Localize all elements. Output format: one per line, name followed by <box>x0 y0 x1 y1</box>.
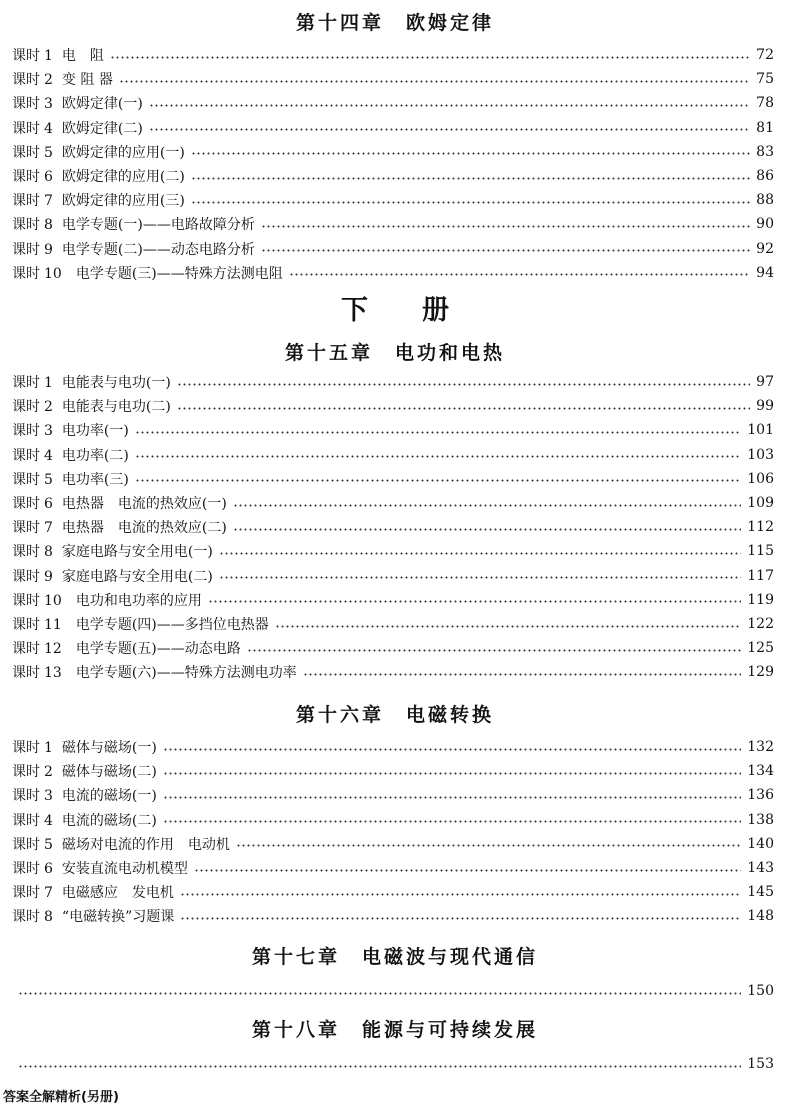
toc-entry[interactable] <box>12 515 774 539</box>
dot-leader <box>119 80 750 83</box>
dot-leader <box>135 479 741 482</box>
lesson-word: 课时 <box>12 909 40 926</box>
lesson-number: 4 <box>44 812 53 829</box>
dot-leader <box>149 128 750 131</box>
toc-entry[interactable] <box>12 164 774 188</box>
lesson-word: 课时 <box>12 861 40 877</box>
lesson-word: 课时 <box>12 885 40 902</box>
lesson-word: 课时 <box>12 788 40 805</box>
lesson-title: 电学专题(二)——动态电路分析 <box>61 241 255 258</box>
dot-leader <box>261 225 750 228</box>
lesson-word: 课时 <box>12 423 40 440</box>
dot-leader <box>236 844 741 847</box>
dot-leader <box>208 600 741 603</box>
lesson-number: 8 <box>44 217 53 234</box>
toc-entry[interactable] <box>12 91 774 115</box>
lesson-number: 2 <box>44 399 53 416</box>
lesson-number: 4 <box>44 120 53 137</box>
volume-heading: 下 册 <box>341 295 449 326</box>
lesson-title: 电流的磁场(二) <box>61 812 157 829</box>
chapter-17-entry[interactable] <box>18 979 774 1003</box>
lesson-word: 课时 <box>12 447 40 464</box>
lesson-word: 课时 <box>12 48 40 64</box>
lesson-title: 电学专题(三)——特殊方法测电阻 <box>75 265 283 282</box>
lesson-title: 电功率(三) <box>61 471 129 488</box>
lesson-label <box>12 517 53 537</box>
dot-leader <box>163 772 741 775</box>
page-number: 134 <box>747 763 774 780</box>
page-number: 72 <box>756 47 774 63</box>
toc-entry[interactable] <box>12 735 774 759</box>
lesson-word: 课时 <box>12 617 40 633</box>
lesson-word: 课时 <box>12 641 40 658</box>
toc-entry[interactable] <box>12 261 774 285</box>
lesson-word: 课时 <box>12 812 40 829</box>
lesson-word: 课时 <box>12 764 40 781</box>
page-number: 83 <box>756 143 774 160</box>
dot-leader <box>177 407 750 410</box>
page-number: 136 <box>747 787 774 804</box>
lesson-title: 电学专题(一)——电路故障分析 <box>61 217 255 234</box>
lesson-number: 3 <box>44 788 53 805</box>
toc-entry[interactable] <box>12 588 774 612</box>
dot-leader <box>219 576 741 579</box>
page-number: 75 <box>756 71 774 88</box>
lesson-label <box>12 372 53 392</box>
lesson-label <box>12 469 53 489</box>
lesson-label <box>12 239 53 259</box>
page-number: 101 <box>747 422 774 439</box>
lesson-title: 电 阻 <box>61 48 104 64</box>
lesson-title: 电能表与电功(一) <box>61 375 171 391</box>
lesson-word: 课时 <box>12 740 40 756</box>
dot-leader <box>180 917 741 920</box>
lesson-number: 9 <box>44 568 53 585</box>
dot-leader <box>149 104 750 107</box>
page-number: 109 <box>747 495 774 511</box>
dot-leader <box>247 649 742 652</box>
lesson-label <box>12 737 53 757</box>
lesson-label <box>12 420 53 440</box>
lesson-label <box>12 858 53 878</box>
dot-leader <box>261 249 750 252</box>
lesson-label <box>12 166 53 186</box>
toc-entry[interactable] <box>12 237 774 261</box>
toc-entry[interactable] <box>12 636 774 660</box>
lesson-label <box>12 785 53 805</box>
dot-leader <box>233 504 741 507</box>
toc-entry[interactable] <box>12 467 774 491</box>
page-number: 125 <box>747 640 774 657</box>
lesson-number: 3 <box>44 96 53 113</box>
lesson-label <box>12 190 53 210</box>
toc-entry[interactable] <box>12 808 774 832</box>
lesson-word: 课时 <box>12 399 40 416</box>
lesson-word: 课时 <box>12 120 40 137</box>
page-number: 150 <box>747 983 774 999</box>
lesson-number: 10 <box>44 265 62 282</box>
toc-entry[interactable] <box>12 904 774 928</box>
lesson-title: 欧姆定律的应用(一) <box>61 144 185 161</box>
lesson-title: 磁体与磁场(二) <box>61 764 157 781</box>
lesson-number: 11 <box>44 617 62 633</box>
page-number: 119 <box>747 591 774 608</box>
page-number: 99 <box>756 398 774 415</box>
lesson-number: 6 <box>44 169 53 185</box>
lesson-title: 欧姆定律的应用(二) <box>61 169 185 185</box>
lesson-number: 1 <box>44 740 53 756</box>
page-number: 92 <box>756 240 774 257</box>
toc-entry[interactable] <box>12 612 774 636</box>
dot-leader <box>18 992 741 995</box>
lesson-title: 安装直流电动机模型 <box>61 861 188 877</box>
lesson-label <box>12 45 53 65</box>
lesson-number: 5 <box>44 144 53 161</box>
lesson-label <box>12 761 53 781</box>
lesson-number: 4 <box>44 447 53 464</box>
chapter-18-entry[interactable] <box>18 1052 774 1076</box>
lesson-number: 10 <box>44 592 62 609</box>
lesson-number: 6 <box>44 861 53 877</box>
dot-leader <box>135 431 741 434</box>
dot-leader <box>163 820 741 823</box>
lesson-number: 9 <box>44 241 53 258</box>
lesson-word: 课时 <box>12 836 40 853</box>
lesson-word: 课时 <box>12 72 40 89</box>
dot-leader <box>275 625 742 628</box>
lesson-label <box>12 614 62 634</box>
lesson-title: 变 阻 器 <box>61 72 113 89</box>
lesson-title: 电学专题(六)——特殊方法测电功率 <box>75 665 297 682</box>
page-number: 122 <box>747 616 774 632</box>
answer-booklet-note: 答案全解精析(另册) <box>3 1090 119 1105</box>
dot-leader <box>289 273 750 276</box>
page-number: 143 <box>747 860 774 876</box>
lesson-title: 欧姆定律的应用(三) <box>61 193 185 210</box>
lesson-title: 电磁感应 发电机 <box>61 885 174 902</box>
lesson-number: 7 <box>44 885 53 902</box>
lesson-label <box>12 834 53 854</box>
dot-leader <box>233 528 741 531</box>
lesson-word: 课时 <box>12 544 40 561</box>
lesson-title: 欧姆定律(一) <box>61 96 143 113</box>
lesson-number: 5 <box>44 836 53 853</box>
page-number: 97 <box>756 374 774 390</box>
toc-entry[interactable] <box>12 856 774 880</box>
page-number: 148 <box>747 908 774 925</box>
lesson-label <box>12 662 62 682</box>
lesson-number: 5 <box>44 471 53 488</box>
toc-entry[interactable] <box>12 783 774 807</box>
dot-leader <box>177 383 750 386</box>
chapter-15-heading: 第十五章 电功和电热 <box>284 342 505 364</box>
lesson-word: 课时 <box>12 169 40 185</box>
toc-entry[interactable] <box>12 539 774 563</box>
lesson-label <box>12 445 53 465</box>
dot-leader <box>194 869 741 872</box>
page-number: 106 <box>747 470 774 487</box>
toc-entry[interactable] <box>12 880 774 904</box>
toc-entry[interactable] <box>12 43 774 67</box>
page-number: 112 <box>747 519 774 536</box>
chapter-16-heading: 第十六章 电磁转换 <box>295 704 494 726</box>
lesson-label <box>12 566 53 586</box>
lesson-word: 课时 <box>12 375 40 391</box>
page-number: 153 <box>747 1056 774 1072</box>
lesson-title: 电流的磁场(一) <box>61 788 157 805</box>
lesson-label <box>12 214 53 234</box>
dot-leader <box>191 201 750 204</box>
dot-leader <box>163 748 741 751</box>
lesson-number: 2 <box>44 764 53 781</box>
lesson-number: 1 <box>44 48 53 64</box>
lesson-word: 课时 <box>12 592 40 609</box>
lesson-label <box>12 69 53 89</box>
toc-entry[interactable] <box>12 67 774 91</box>
lesson-word: 课时 <box>12 568 40 585</box>
toc-entry[interactable] <box>12 394 774 418</box>
lesson-label <box>12 638 62 658</box>
lesson-title: 电功率(二) <box>61 447 129 464</box>
toc-entry[interactable] <box>12 832 774 856</box>
page-number: 129 <box>747 664 774 681</box>
toc-entry[interactable] <box>12 660 774 684</box>
lesson-title: 磁体与磁场(一) <box>61 740 157 756</box>
page-number: 90 <box>756 216 774 233</box>
lesson-word: 课时 <box>12 144 40 161</box>
lesson-number: 7 <box>44 193 53 210</box>
lesson-title: 电能表与电功(二) <box>61 399 171 416</box>
dot-leader <box>219 552 741 555</box>
lesson-number: 6 <box>44 496 53 512</box>
lesson-word: 课时 <box>12 665 40 682</box>
page-number: 88 <box>756 192 774 209</box>
lesson-word: 课时 <box>12 496 40 512</box>
lesson-word: 课时 <box>12 265 40 282</box>
dot-leader <box>191 177 750 180</box>
lesson-word: 课时 <box>12 217 40 234</box>
lesson-number: 12 <box>44 641 62 658</box>
page-number: 78 <box>756 95 774 112</box>
lesson-label <box>12 541 53 561</box>
dot-leader <box>163 796 741 799</box>
toc-entry[interactable] <box>12 491 774 515</box>
lesson-title: 电热器 电流的热效应(二) <box>61 520 227 537</box>
toc-entry[interactable] <box>12 116 774 140</box>
dot-leader <box>303 673 742 676</box>
toc-entry[interactable] <box>12 759 774 783</box>
page-number: 132 <box>747 739 774 755</box>
lesson-number: 2 <box>44 72 53 89</box>
page-number: 138 <box>747 811 774 828</box>
lesson-number: 7 <box>44 520 53 537</box>
page-number: 103 <box>747 446 774 463</box>
dot-leader <box>18 1065 741 1068</box>
lesson-label <box>12 882 53 902</box>
lesson-number: 8 <box>44 909 53 926</box>
lesson-word: 课时 <box>12 96 40 113</box>
lesson-title: 电功和电功率的应用 <box>75 592 202 609</box>
lesson-label <box>12 590 62 610</box>
page-number: 86 <box>756 168 774 184</box>
toc-entry[interactable] <box>12 564 774 588</box>
lesson-label <box>12 810 53 830</box>
page-number: 140 <box>747 835 774 852</box>
dot-leader <box>180 893 741 896</box>
toc-entry[interactable] <box>12 370 774 394</box>
lesson-label <box>12 906 53 926</box>
lesson-title: 家庭电路与安全用电(二) <box>61 568 213 585</box>
lesson-word: 课时 <box>12 241 40 258</box>
lesson-label <box>12 263 62 283</box>
page-number: 115 <box>747 543 774 560</box>
lesson-label <box>12 142 53 162</box>
page-number: 145 <box>747 884 774 901</box>
lesson-title: 欧姆定律(二) <box>61 120 143 137</box>
lesson-label <box>12 396 53 416</box>
lesson-label <box>12 118 53 138</box>
toc-entry[interactable] <box>12 188 774 212</box>
lesson-number: 1 <box>44 375 53 391</box>
lesson-title: 电学专题(五)——动态电路 <box>75 641 241 658</box>
lesson-word: 课时 <box>12 520 40 537</box>
dot-leader <box>191 152 750 155</box>
page-number: 117 <box>747 567 774 584</box>
lesson-title: 电热器 电流的热效应(一) <box>61 496 227 512</box>
toc-entry[interactable] <box>12 443 774 467</box>
chapter-18-heading: 第十八章 能源与可持续发展 <box>251 1019 538 1041</box>
lesson-number: 8 <box>44 544 53 561</box>
lesson-label <box>12 93 53 113</box>
lesson-title: 磁场对电流的作用 电动机 <box>61 836 230 853</box>
lesson-word: 课时 <box>12 193 40 210</box>
lesson-title: “电磁转换”习题课 <box>61 909 175 926</box>
dot-leader <box>135 455 741 458</box>
toc-entry[interactable] <box>12 418 774 442</box>
lesson-label <box>12 493 53 513</box>
lesson-word: 课时 <box>12 471 40 488</box>
toc-entry[interactable] <box>12 212 774 236</box>
lesson-title: 电学专题(四)——多挡位电热器 <box>75 617 269 633</box>
lesson-title: 电功率(一) <box>61 423 129 440</box>
chapter-14-heading: 第十四章 欧姆定律 <box>295 12 494 34</box>
chapter-17-heading: 第十七章 电磁波与现代通信 <box>251 946 538 968</box>
lesson-number: 3 <box>44 423 53 440</box>
dot-leader <box>110 56 750 59</box>
lesson-number: 13 <box>44 665 62 682</box>
toc-entry[interactable] <box>12 140 774 164</box>
page-number: 94 <box>756 264 774 281</box>
lesson-title: 家庭电路与安全用电(一) <box>61 544 213 561</box>
page-number: 81 <box>756 119 774 136</box>
